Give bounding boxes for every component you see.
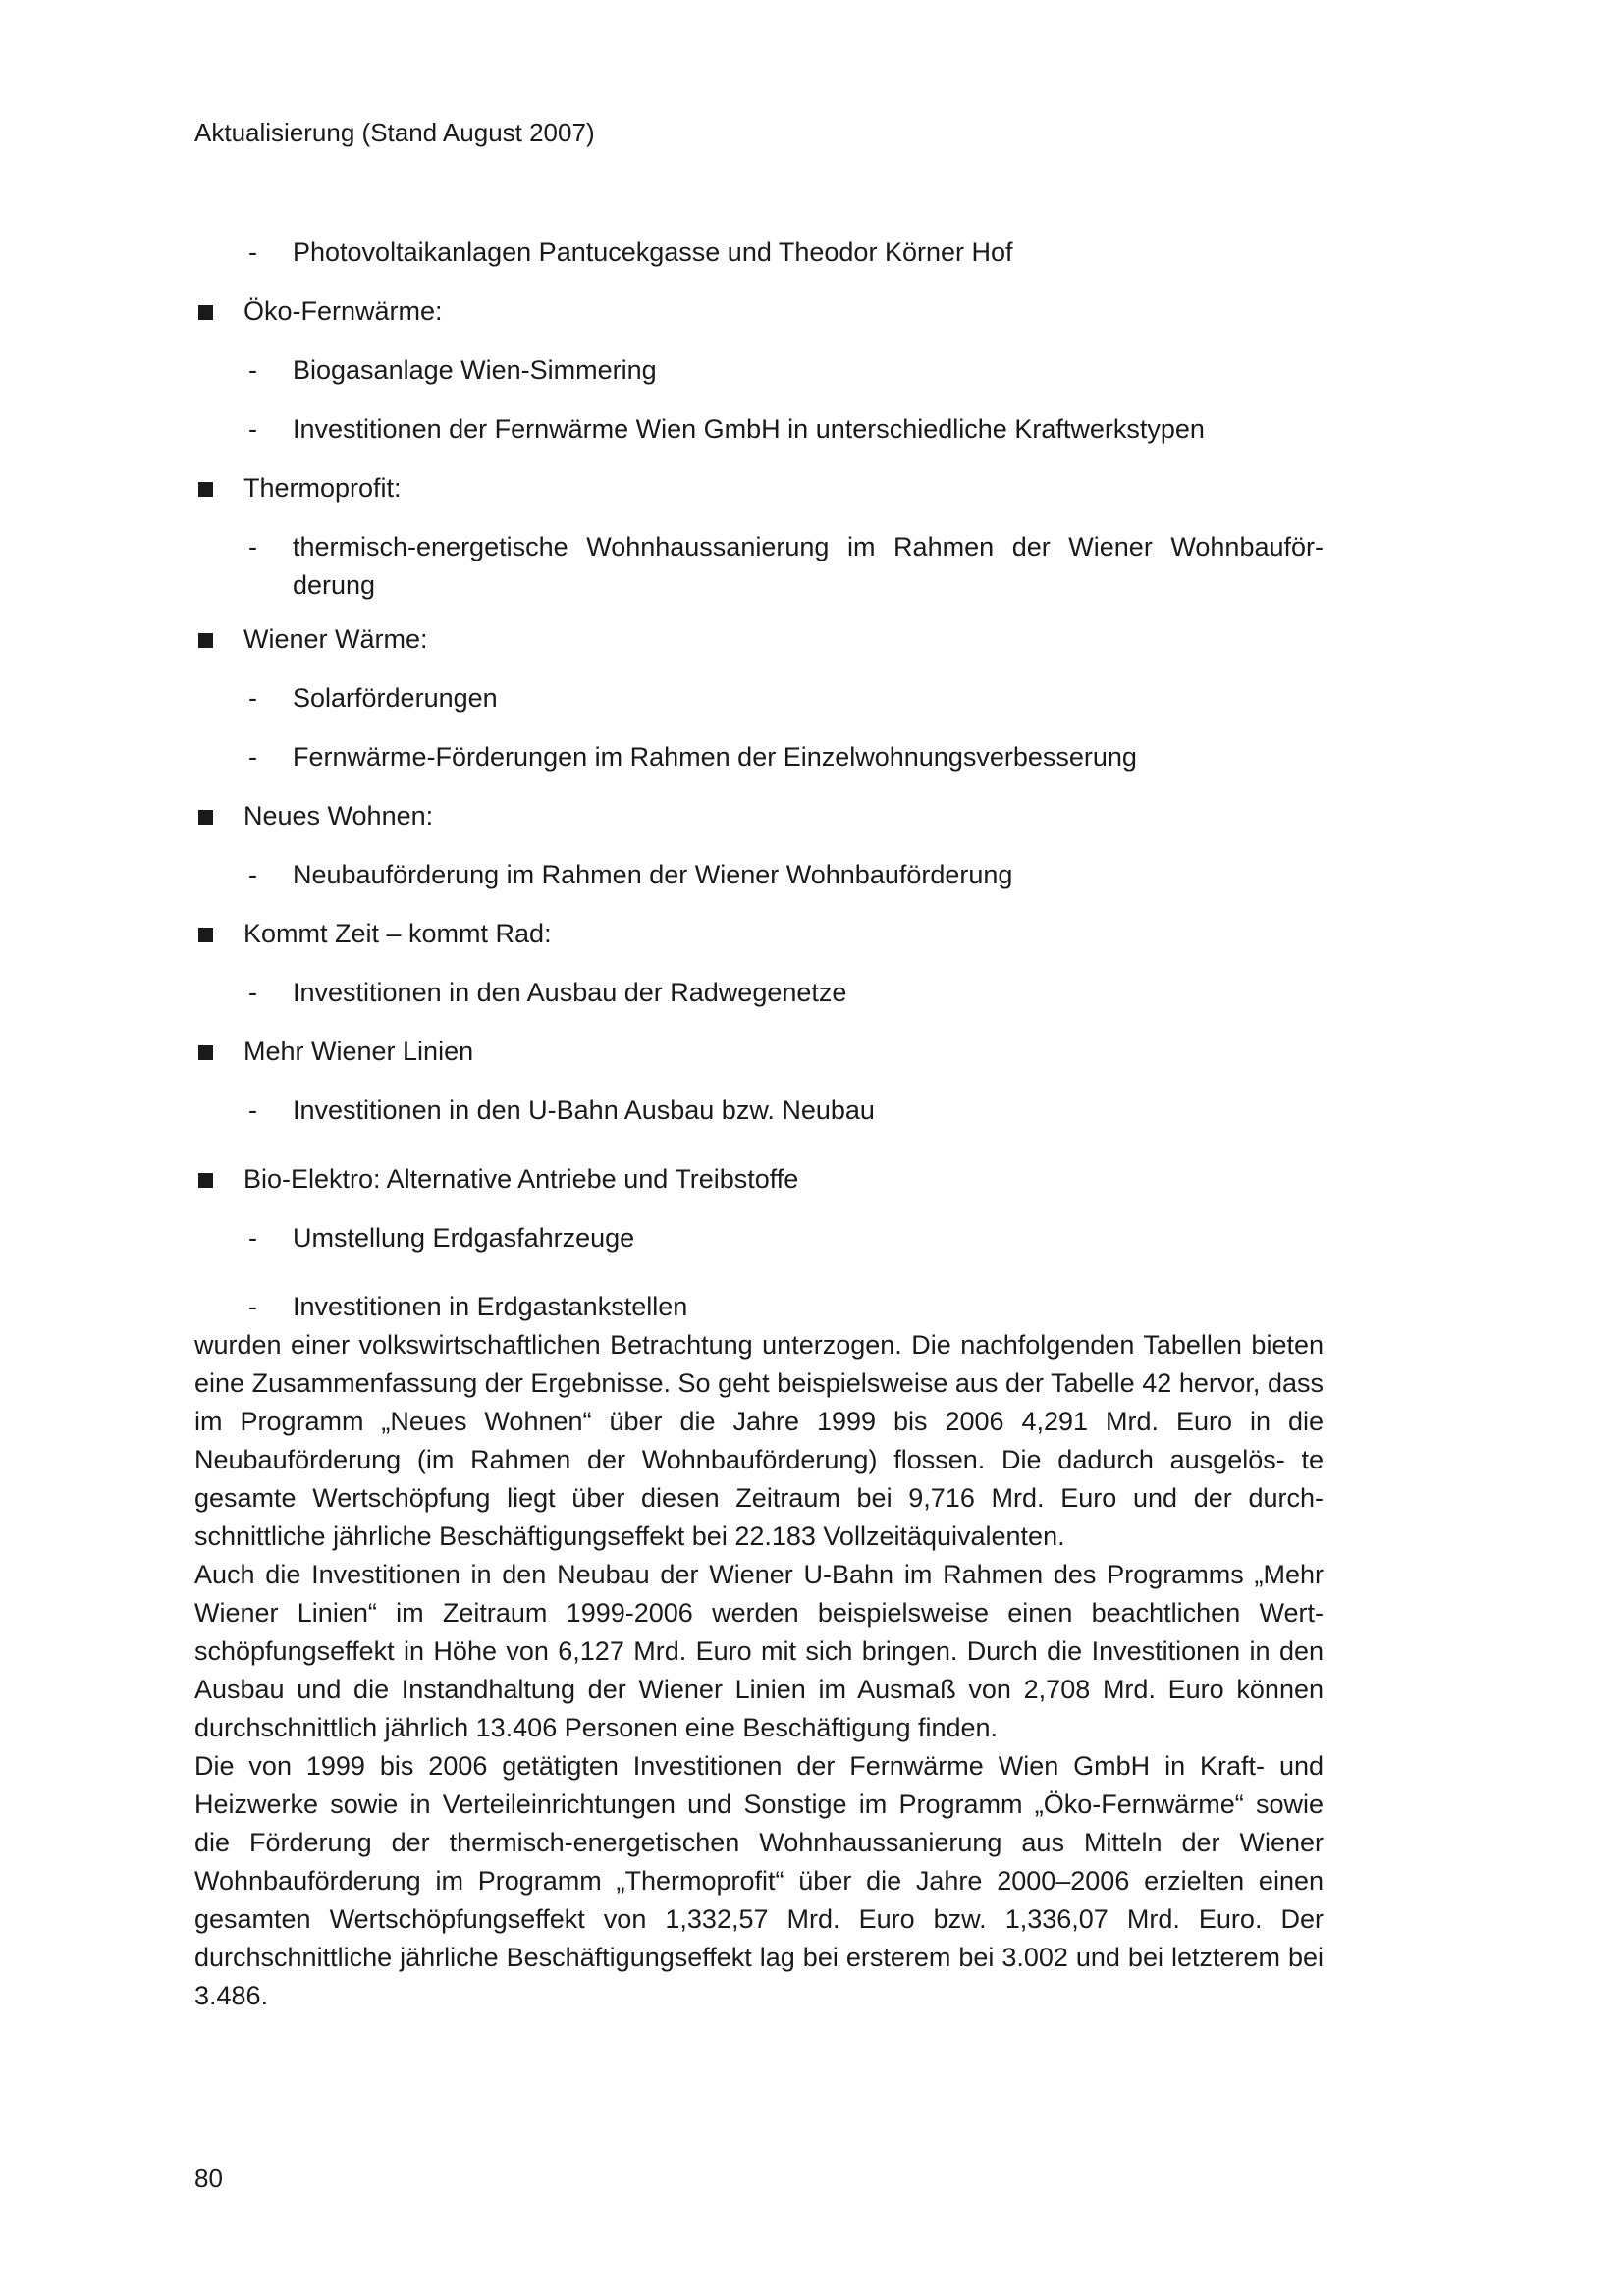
- dash-marker: -: [248, 532, 257, 561]
- program-heading: [194, 1033, 1324, 1071]
- dash-marker: -: [248, 1292, 257, 1321]
- list-item: [194, 1288, 1324, 1326]
- body-paragraph: Die von 1999 bis 2006 getätigten Investitionen der Fernwärme Wien GmbH in Kraft- und Heizwerke sowie in Verteileinrichtungen und Sonstige im Programm „Öko-Fernwärme“ sowie die Förderung der thermisch-energetischen Wohnhaussanierung aus Mitteln der Wiener Wohnbauförderung im Programm „Thermoprofit“ über die Jahre 2000–2006 erzielten einen gesamten Wertschöpfungseffekt von 1,332,57 Mrd. Euro bzw. 1,336,07 Mrd. Euro. Der durchschnittliche jährliche Beschäftigungseffekt lag bei ersterem bei 3.002 und bei letzterem bei 3.486.: [194, 1751, 1324, 2010]
- dash-marker: -: [248, 978, 257, 1007]
- list-item-text: Biogasanlage Wien-Simmering: [293, 355, 657, 385]
- program-title: Thermoprofit:: [243, 473, 402, 503]
- square-bullet-icon: [198, 633, 213, 648]
- list-item-text: Neubauförderung im Rahmen der Wiener Wohnbauförderung: [293, 860, 1013, 889]
- square-bullet-icon: [198, 928, 213, 942]
- list-item-text: Fernwärme-Förderungen im Rahmen der Einzelwohnungsverbesserung: [293, 742, 1137, 772]
- square-bullet-icon: [198, 1173, 213, 1188]
- page-content: [194, 234, 1324, 2015]
- list-item: [194, 1219, 1324, 1257]
- program-title: Mehr Wiener Linien: [243, 1037, 474, 1066]
- program-heading: [194, 293, 1324, 331]
- body-paragraph: Auch die Investitionen in den Neubau der Wiener U-Bahn im Rahmen des Programms „Mehr Wiener Linien“ im Zeitraum 1999-2006 werden beispielsweise einen beachtlichen Wert- schöpfungseffekt in Höhe von 6,127 Mrd. Euro mit sich bringen. Durch die Investitionen in den Ausbau und die Instandhaltung der Wiener Linien im Ausmaß von 2,708 Mrd. Euro können durchschnittlich jährlich 13.406 Personen eine Beschäftigung finden.: [194, 1560, 1324, 1742]
- running-header: Aktualisierung (Stand August 2007): [194, 118, 595, 147]
- program-title: Öko-Fernwärme:: [243, 296, 443, 326]
- list-item: [194, 410, 1324, 449]
- dash-marker: -: [248, 355, 257, 385]
- program-heading: [194, 620, 1324, 659]
- dash-marker: -: [248, 1223, 257, 1253]
- body-paragraph: wurden einer volkswirtschaftlichen Betrachtung unterzogen. Die nachfolgenden Tabellen bieten eine Zusammenfassung der Ergebnisse. So geht beispielsweise aus der Tabelle 42 hervor, dass im Programm „Neues Wohnen“ über die Jahre 1999 bis 2006 4,291 Mrd. Euro in die Neubauförderung (im Rahmen der Wohnbauförderung) flossen. Die dadurch ausgelös- te gesamte Wertschöpfung liegt über diesen Zeitraum bei 9,716 Mrd. Euro und der durch- schnittliche jährliche Beschäftigungseffekt bei 22.183 Vollzeitäquivalenten.: [194, 1330, 1324, 1551]
- list-item: [194, 974, 1324, 1012]
- dash-marker: -: [248, 742, 257, 772]
- list-item: [194, 234, 1324, 272]
- list-item-text: Solarförderungen: [293, 683, 498, 713]
- list-item-text: Investitionen der Fernwärme Wien GmbH in unterschiedliche Kraftwerkstypen: [293, 414, 1205, 444]
- list-item: [194, 1092, 1324, 1130]
- list-item-text: Photovoltaikanlagen Pantucekgasse und Theodor Körner Hof: [293, 238, 1013, 267]
- dash-marker: -: [248, 238, 257, 267]
- list-item-text: Investitionen in Erdgastankstellen: [293, 1292, 688, 1321]
- program-heading: [194, 915, 1324, 953]
- dash-marker: -: [248, 1095, 257, 1125]
- list-item-text: Investitionen in den U-Bahn Ausbau bzw. Neubau: [293, 1095, 875, 1125]
- square-bullet-icon: [198, 810, 213, 825]
- list-item: [194, 351, 1324, 390]
- list-item-text: Investitionen in den Ausbau der Radwegenetze: [293, 978, 847, 1007]
- square-bullet-icon: [198, 482, 213, 497]
- list-item: [194, 528, 1324, 605]
- program-title: Wiener Wärme:: [243, 624, 428, 654]
- list-item: [194, 856, 1324, 894]
- program-heading: [194, 1160, 1324, 1199]
- program-heading: [194, 797, 1324, 835]
- program-heading: [194, 469, 1324, 507]
- program-title: Kommt Zeit – kommt Rad:: [243, 919, 552, 948]
- list-item-text: Umstellung Erdgasfahrzeuge: [293, 1223, 635, 1253]
- list-item-text: thermisch-energetische Wohnhaussanierung im Rahmen der Wiener Wohnbauför- derung: [293, 532, 1324, 600]
- dash-marker: -: [248, 414, 257, 444]
- list-item: [194, 679, 1324, 718]
- page-number: 80: [194, 2163, 223, 2193]
- program-title: Bio-Elektro: Alternative Antriebe und Treibstoffe: [243, 1164, 799, 1194]
- dash-marker: -: [248, 860, 257, 889]
- program-title: Neues Wohnen:: [243, 801, 434, 830]
- square-bullet-icon: [198, 305, 213, 320]
- square-bullet-icon: [198, 1045, 213, 1060]
- list-item: [194, 738, 1324, 776]
- dash-marker: -: [248, 683, 257, 713]
